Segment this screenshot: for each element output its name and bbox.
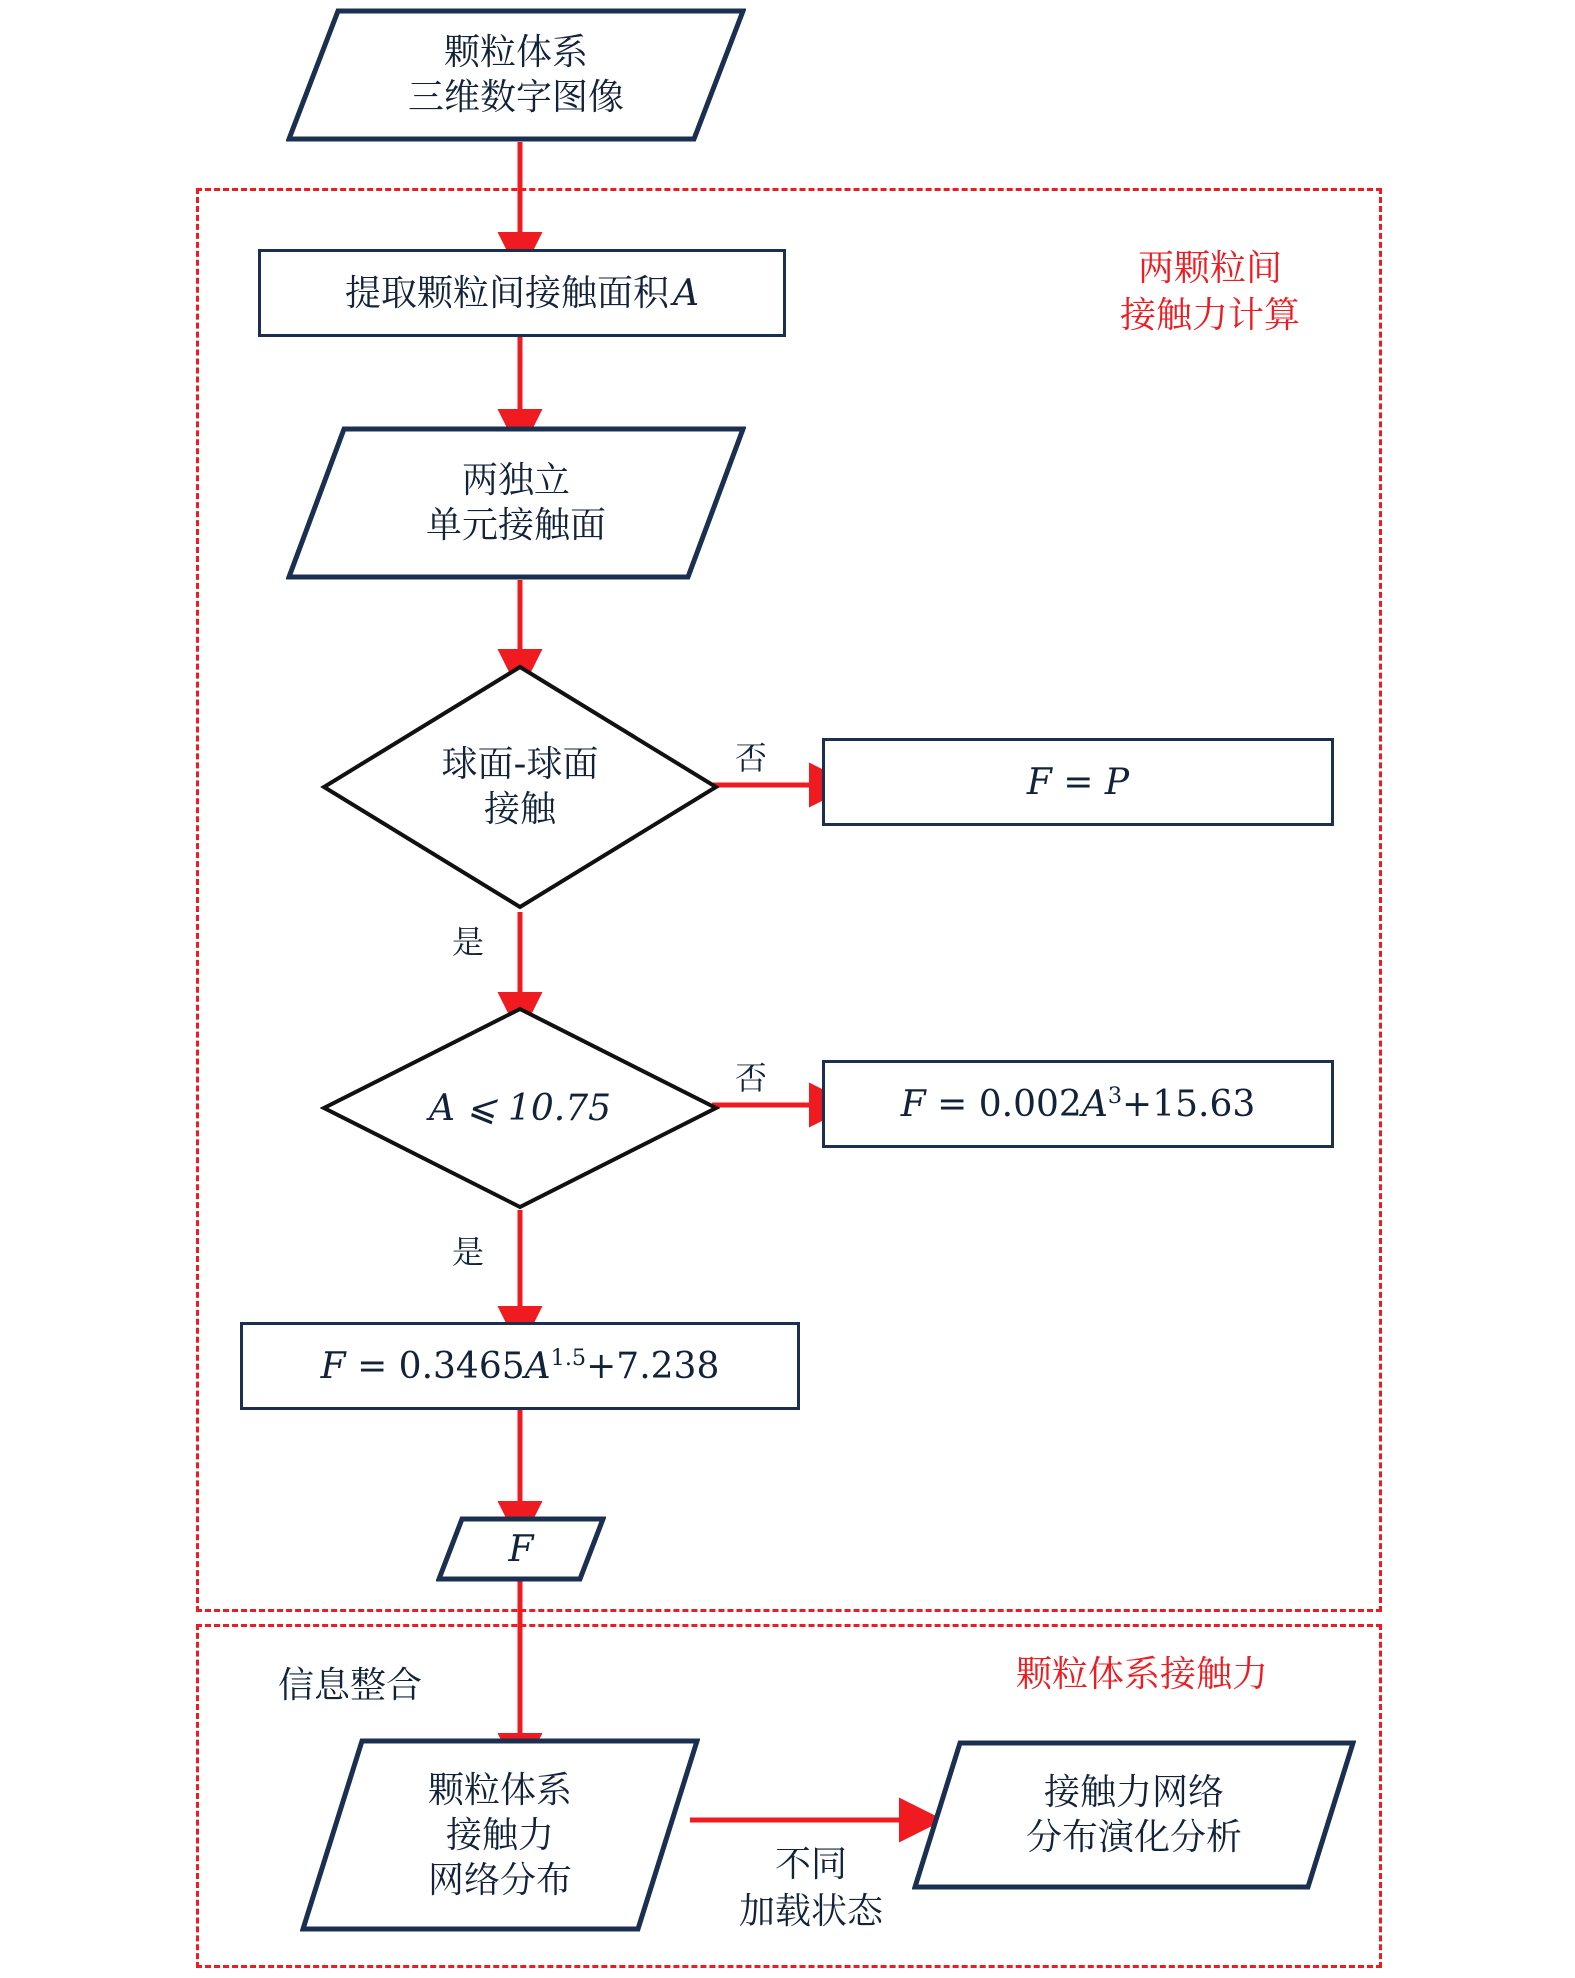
node-area-check-text: A ⩽ 10.75 [428,1087,612,1129]
node-output-f-text: F [508,1528,534,1570]
node-two-faces-text: 两独立 单元接触面 [425,460,606,546]
node-input-image [286,8,746,142]
node-formula-fp [822,738,1334,826]
label-yes-2: 是 [452,1233,485,1271]
node-evolution-analysis-text: 接触力网络 分布演化分析 [1025,1772,1242,1858]
group-system-force-label: 颗粒体系接触力 [1015,1654,1268,1695]
node-formula-power-text: $F = 0.3465A^{1.5}+7.238$ [320,1344,720,1387]
label-no-2: 否 [735,1059,768,1097]
node-formula-fp-text: F = P [1026,761,1130,803]
node-input-image-text: 颗粒体系 三维数字图像 [407,32,624,118]
label-yes-1: 是 [452,923,485,961]
node-area-check [320,1005,720,1211]
node-extract-area-text: 提取颗粒间接触面积 [344,272,669,314]
label-info-merge: 信息整合 [278,1665,423,1706]
node-sphere-contact [320,663,720,911]
label-no-1: 否 [735,739,768,777]
group-contact-force-label: 两颗粒间 接触力计算 [1119,248,1300,336]
node-output-f [436,1516,606,1582]
node-formula-cubic-text: $F = 0.002A^3+15.63$ [900,1082,1256,1125]
node-extract-area-symbol: A [673,272,699,314]
node-two-faces [286,426,746,580]
node-formula-power [240,1322,800,1410]
node-network-dist [300,1738,700,1932]
node-evolution-analysis [912,1740,1356,1890]
node-network-dist-text: 颗粒体系 接触力 网络分布 [427,1769,572,1901]
node-extract-area [258,249,786,337]
node-formula-cubic [822,1060,1334,1148]
label-loading-state: 不同 加载状态 [738,1844,883,1932]
node-sphere-contact-text: 球面-球面 接触 [441,744,599,830]
